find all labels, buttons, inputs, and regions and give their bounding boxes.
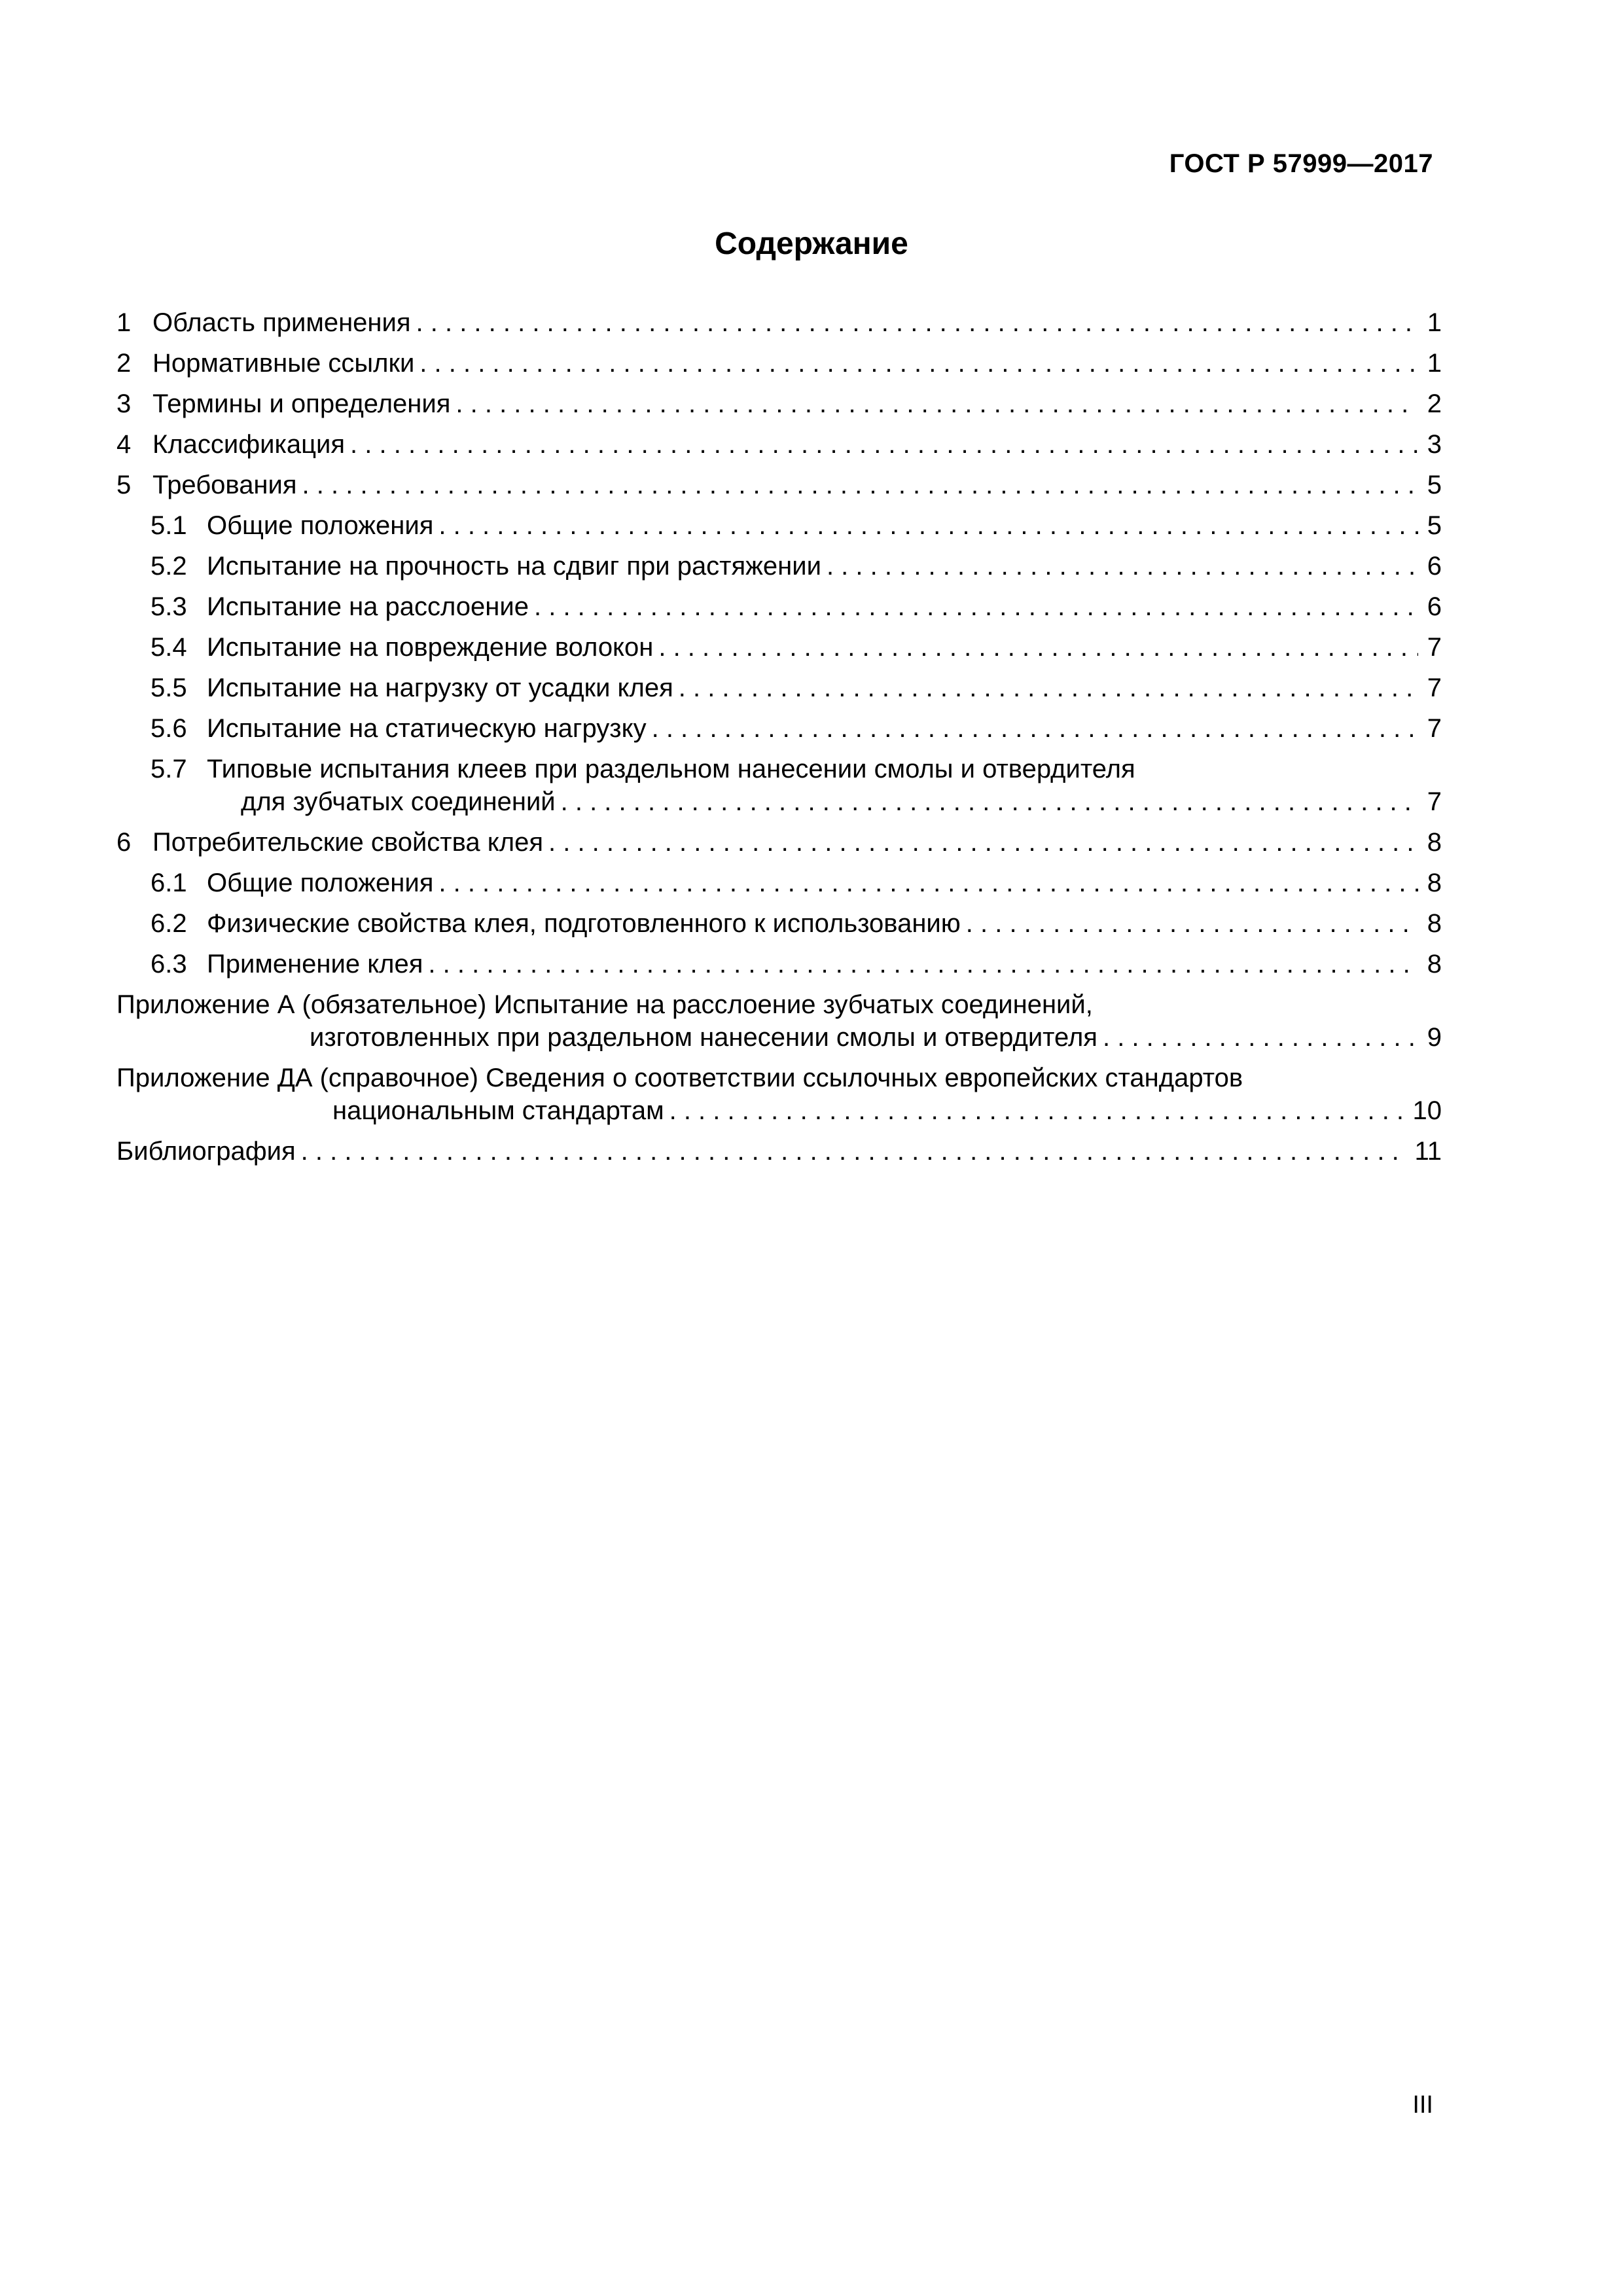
toc-leader-dots xyxy=(669,1094,1406,1127)
toc-entry-page: 8 xyxy=(1427,869,1442,897)
toc-entry-number: 5.4 xyxy=(151,633,187,662)
toc-entry-title: Приложение ДА (справочное) Сведения о соответствии ссылочных европейских стандартов xyxy=(116,1064,1243,1092)
toc-entry-number: 4 xyxy=(116,430,132,459)
toc-entry-page: 6 xyxy=(1427,552,1442,581)
page-number: III xyxy=(1412,2091,1433,2119)
toc-leader-dots xyxy=(534,586,1418,627)
toc-entry-title: Испытание на повреждение волокон xyxy=(207,633,654,662)
toc-entry-page: 6 xyxy=(1427,592,1442,621)
toc-entry-title: Применение клея xyxy=(207,950,423,978)
toc-entry-title: Испытание на расслоение xyxy=(207,592,529,621)
toc-leader-dots xyxy=(428,944,1418,984)
toc-entry-title: Термины и определения xyxy=(152,389,451,418)
toc-entry-title: Испытание на нагрузку от усадки клея xyxy=(207,673,673,702)
toc-entry-page: 7 xyxy=(1427,714,1442,743)
toc-entry-page: 7 xyxy=(1427,787,1442,816)
toc-entry-title: Общие положения xyxy=(207,869,434,897)
toc-entry-6-1[interactable] xyxy=(116,863,1442,903)
toc-entry-title: Нормативные ссылки xyxy=(152,349,415,378)
toc-entry-number: 5 xyxy=(116,471,132,499)
toc-entry-number: 6.2 xyxy=(151,909,187,938)
toc-leader-dots xyxy=(438,863,1418,903)
toc-entry-page: 7 xyxy=(1427,633,1442,662)
toc-entry-5-1[interactable] xyxy=(116,505,1442,546)
toc-entry-page: 3 xyxy=(1427,430,1442,459)
table-of-contents xyxy=(116,302,1442,1172)
toc-entry-page: 2 xyxy=(1427,389,1442,418)
toc-leader-dots xyxy=(827,546,1418,586)
toc-entry-5-2[interactable] xyxy=(116,546,1442,586)
toc-leader-dots xyxy=(301,1131,1408,1172)
toc-entry-page: 5 xyxy=(1427,511,1442,540)
toc-entry-5-7[interactable] xyxy=(116,749,1442,822)
toc-leader-dots xyxy=(561,785,1418,818)
toc-entry-number: 2 xyxy=(116,349,132,378)
toc-entry-page: 7 xyxy=(1427,673,1442,702)
toc-leader-dots xyxy=(1103,1021,1418,1054)
toc-entry-number: 5.5 xyxy=(151,673,187,702)
toc-entry-4[interactable] xyxy=(116,424,1442,465)
toc-entry-title: Приложение А (обязательное) Испытание на расслоение зубчатых соединений, xyxy=(116,990,1093,1019)
toc-entry-title: Область применения xyxy=(152,308,411,337)
toc-leader-dots xyxy=(416,302,1418,343)
toc-entry-appendix-da[interactable] xyxy=(116,1058,1442,1131)
toc-leader-dots xyxy=(302,465,1418,505)
toc-leader-dots xyxy=(679,668,1418,708)
toc-entry-appendix-a[interactable] xyxy=(116,984,1442,1058)
toc-entry-5-5[interactable] xyxy=(116,668,1442,708)
toc-entry-5-4[interactable] xyxy=(116,627,1442,668)
toc-entry-6-3[interactable] xyxy=(116,944,1442,984)
toc-entry-title: Физические свойства клея, подготовленного к использованию xyxy=(207,909,961,938)
toc-entry-number: 5.1 xyxy=(151,511,187,540)
toc-entry-title-continued: национальным стандартам xyxy=(332,1096,664,1125)
toc-entry-1[interactable] xyxy=(116,302,1442,343)
toc-entry-number: 5.6 xyxy=(151,714,187,743)
toc-leader-dots xyxy=(455,384,1418,424)
toc-entry-5[interactable] xyxy=(116,465,1442,505)
toc-leader-dots xyxy=(652,708,1418,749)
toc-entry-number: 3 xyxy=(116,389,132,418)
toc-leader-dots xyxy=(658,627,1418,668)
toc-entry-page: 11 xyxy=(1414,1137,1442,1166)
toc-entry-page: 8 xyxy=(1427,950,1442,978)
toc-entry-title: Типовые испытания клеев при раздельном нанесении смолы и отвердителя xyxy=(207,755,1135,783)
toc-entry-title: Библиография xyxy=(116,1137,296,1166)
toc-leader-dots xyxy=(350,424,1418,465)
toc-entry-bibliography[interactable] xyxy=(116,1131,1442,1172)
toc-entry-title: Потребительские свойства клея xyxy=(152,828,543,857)
toc-entry-page: 10 xyxy=(1412,1096,1442,1125)
toc-entry-title-continued: изготовленных при раздельном нанесении смолы и отвердителя xyxy=(310,1023,1097,1052)
document-number: ГОСТ Р 57999—2017 xyxy=(1169,149,1433,178)
toc-entry-number: 5.3 xyxy=(151,592,187,621)
toc-leader-dots xyxy=(438,505,1418,546)
toc-title: Содержание xyxy=(715,226,908,261)
toc-entry-page: 9 xyxy=(1427,1023,1442,1052)
toc-entry-page: 1 xyxy=(1427,308,1442,337)
toc-entry-page: 8 xyxy=(1427,909,1442,938)
toc-leader-dots xyxy=(419,343,1418,384)
toc-entry-3[interactable] xyxy=(116,384,1442,424)
toc-entry-5-6[interactable] xyxy=(116,708,1442,749)
toc-entry-title: Общие положения xyxy=(207,511,434,540)
toc-entry-6-2[interactable] xyxy=(116,903,1442,944)
toc-entry-title: Классификация xyxy=(152,430,346,459)
toc-entry-title-continued: для зубчатых соединений xyxy=(241,787,556,816)
toc-entry-2[interactable] xyxy=(116,343,1442,384)
toc-entry-number: 6.3 xyxy=(151,950,187,978)
toc-entry-number: 5.7 xyxy=(151,755,187,783)
toc-entry-number: 5.2 xyxy=(151,552,187,581)
toc-entry-page: 8 xyxy=(1427,828,1442,857)
toc-leader-dots xyxy=(548,822,1418,863)
toc-entry-page: 5 xyxy=(1427,471,1442,499)
toc-entry-title: Испытание на статическую нагрузку xyxy=(207,714,647,743)
toc-entry-number: 6 xyxy=(116,828,132,857)
toc-entry-5-3[interactable] xyxy=(116,586,1442,627)
toc-entry-title: Требования xyxy=(152,471,297,499)
toc-entry-page: 1 xyxy=(1427,349,1442,378)
toc-leader-dots xyxy=(966,903,1418,944)
toc-entry-title: Испытание на прочность на сдвиг при растяжении xyxy=(207,552,821,581)
toc-entry-number: 1 xyxy=(116,308,132,337)
toc-entry-6[interactable] xyxy=(116,822,1442,863)
toc-entry-number: 6.1 xyxy=(151,869,187,897)
